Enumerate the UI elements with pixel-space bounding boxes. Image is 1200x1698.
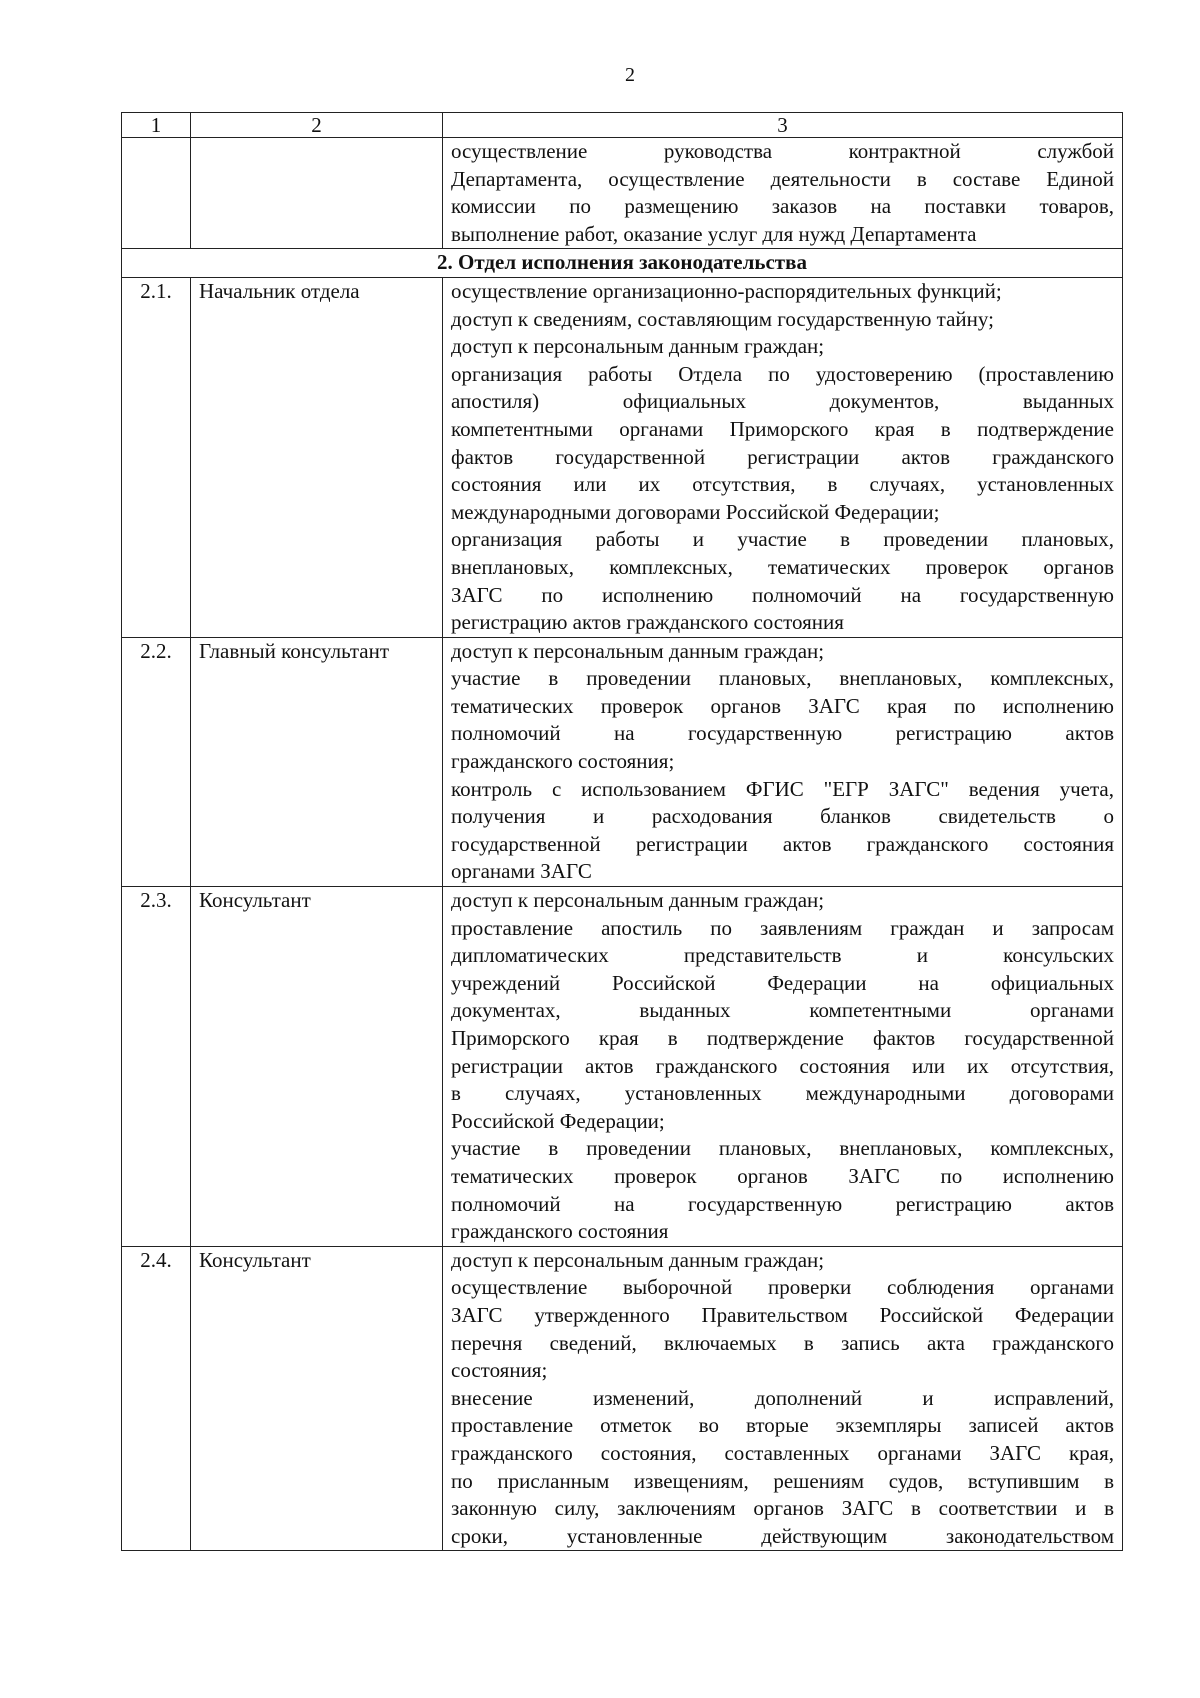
intro-duties-cell xyxy=(443,138,1123,249)
row-number: 2.3. xyxy=(122,887,191,1247)
header-col-2: 2 xyxy=(191,113,443,138)
row-position: Начальник отдела xyxy=(191,277,443,637)
row-position: Консультант xyxy=(191,1246,443,1551)
header-col-1: 1 xyxy=(122,113,191,138)
duty-line: комиссии по размещению заказов на поставки товаров, xyxy=(451,194,1114,219)
page-number: 2 xyxy=(625,64,635,86)
table-row xyxy=(122,637,1123,886)
duty-line: доступ к персональным данным граждан; xyxy=(451,1247,825,1272)
row-duties xyxy=(443,887,1123,1247)
duty-line: документах, выданных компетентными органами xyxy=(451,998,1114,1023)
duty-line: органами ЗАГС xyxy=(451,859,592,884)
duty-line: проставление отметок во вторые экземпляры записей актов xyxy=(451,1413,1114,1438)
duty-line: внеплановых, комплексных, тематических проверок органов xyxy=(451,554,1114,579)
header-col-3: 3 xyxy=(443,113,1123,138)
duty-line: полномочий на государственную регистрацию актов xyxy=(451,1191,1114,1216)
duty-line: осуществление руководства контрактной службой xyxy=(451,139,1114,163)
table-row xyxy=(122,277,1123,637)
duty-line: гражданского состояния xyxy=(451,1219,669,1244)
duty-line: учреждений Российской Федерации на официальных xyxy=(451,970,1114,995)
table-row xyxy=(122,1246,1123,1551)
duty-line: контроль с использованием ФГИС "ЕГР ЗАГС" ведения учета, xyxy=(451,776,1114,801)
duty-line: фактов государственной регистрации актов гражданского xyxy=(451,444,1114,469)
duty-line: регистрацию актов гражданского состояния xyxy=(451,610,844,635)
duty-line: осуществление выборочной проверки соблюдения органами xyxy=(451,1275,1114,1300)
duty-line: сроки, установленные действующим законодательством xyxy=(451,1523,1114,1548)
intro-row xyxy=(122,138,1123,249)
intro-position-cell xyxy=(191,138,443,249)
duty-line: в случаях, установленных международными договорами xyxy=(451,1081,1114,1106)
duty-line: законную силу, заключениям органов ЗАГС в соответствии и в xyxy=(451,1496,1114,1521)
row-duties xyxy=(443,1246,1123,1551)
duty-line: Департамента, осуществление деятельности в составе Единой xyxy=(451,166,1114,191)
duty-line: ЗАГС утвержденного Правительством Российской Федерации xyxy=(451,1302,1114,1327)
row-duties xyxy=(443,637,1123,886)
duty-line: доступ к персональным данным граждан; xyxy=(451,638,825,663)
duty-line: Российской Федерации; xyxy=(451,1108,665,1133)
duty-line: перечня сведений, включаемых в запись акта гражданского xyxy=(451,1330,1114,1355)
duty-line: осуществление организационно-распорядительных функций; xyxy=(451,278,1002,303)
row-position: Консультант xyxy=(191,887,443,1247)
intro-num-cell xyxy=(122,138,191,249)
duty-line: международными договорами Российской Федерации; xyxy=(451,499,940,524)
duty-line: тематических проверок органов ЗАГС по исполнению xyxy=(451,1163,1114,1188)
duty-line: выполнение работ, оказание услуг для нужд Департамента xyxy=(451,221,977,246)
row-position: Главный консультант xyxy=(191,637,443,886)
duty-line: доступ к персональным данным граждан; xyxy=(451,888,825,913)
duty-line: апостиля) официальных документов, выданных xyxy=(451,389,1114,414)
duty-line: участие в проведении плановых, внеплановых, комплексных, xyxy=(451,666,1114,691)
duty-line: получения и расходования бланков свидетельств о xyxy=(451,804,1114,829)
duty-line: доступ к сведениям, составляющим государственную тайну; xyxy=(451,306,994,331)
duty-line: тематических проверок органов ЗАГС края по исполнению xyxy=(451,693,1114,718)
duty-line: Приморского края в подтверждение фактов государственной xyxy=(451,1026,1114,1050)
duty-line: состояния; xyxy=(451,1358,548,1383)
duty-line: гражданского состояния, составленных органами ЗАГС края, xyxy=(451,1440,1114,1465)
duty-line: внесение изменений, дополнений и исправлений, xyxy=(451,1385,1114,1410)
duty-line: гражданского состояния; xyxy=(451,749,675,774)
row-duties xyxy=(443,277,1123,637)
table-row xyxy=(122,887,1123,1247)
duty-line: компетентными органами Приморского края в подтверждение xyxy=(451,416,1114,441)
duty-line: состояния или их отсутствия, в случаях, установленных xyxy=(451,472,1114,497)
duty-line: проставление апостиль по заявлениям граждан и запросам xyxy=(451,915,1114,940)
duty-line: дипломатических представительств и консульских xyxy=(451,943,1114,968)
duties-table xyxy=(121,112,1123,1551)
duty-line: полномочий на государственную регистрацию актов xyxy=(451,721,1114,746)
table-header-row xyxy=(122,113,1123,138)
duty-line: организация работы Отдела по удостоверению (проставлению xyxy=(451,361,1114,386)
duty-line: по присланным извещениям, решениям судов, вступившим в xyxy=(451,1468,1114,1493)
section-title: 2. Отдел исполнения законодательства xyxy=(122,249,1123,278)
duty-line: государственной регистрации актов гражданского состояния xyxy=(451,831,1114,856)
row-number: 2.1. xyxy=(122,277,191,637)
section-row xyxy=(122,249,1123,278)
duty-line: участие в проведении плановых, внеплановых, комплексных, xyxy=(451,1136,1114,1161)
duty-line: ЗАГС по исполнению полномочий на государственную xyxy=(451,582,1114,607)
duty-line: доступ к персональным данным граждан; xyxy=(451,334,825,359)
row-number: 2.2. xyxy=(122,637,191,886)
duty-line: регистрации актов гражданского состояния или их отсутствия, xyxy=(451,1053,1114,1078)
row-number: 2.4. xyxy=(122,1246,191,1551)
duty-line: организация работы и участие в проведении плановых, xyxy=(451,527,1114,552)
